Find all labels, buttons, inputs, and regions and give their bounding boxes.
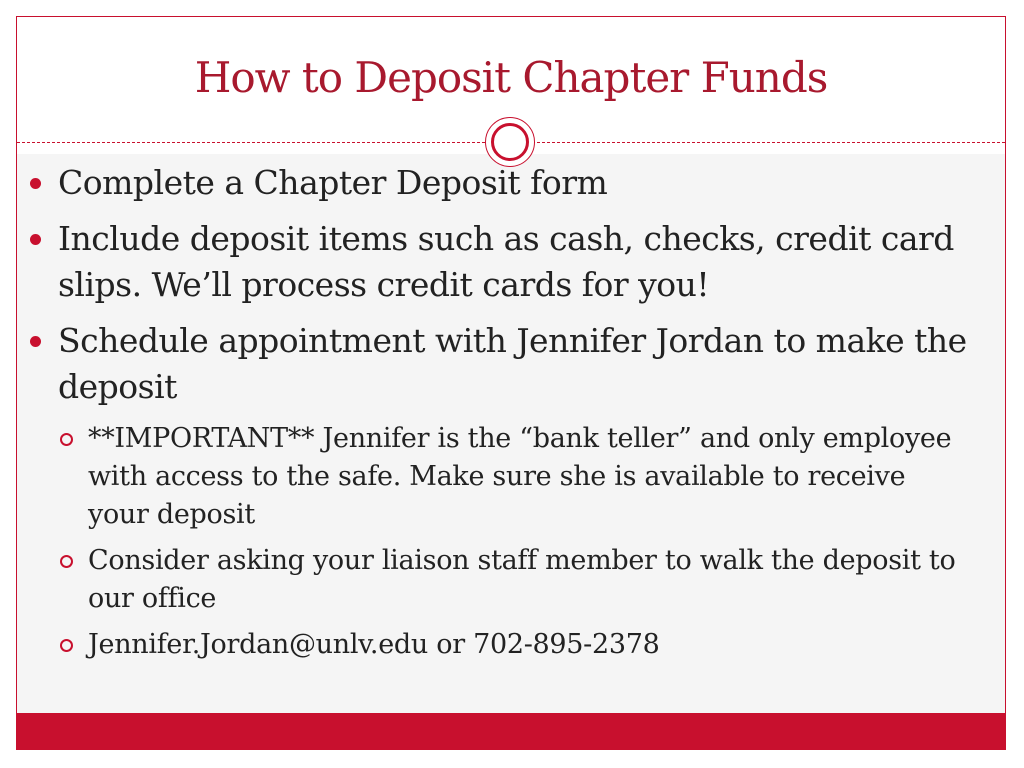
hollow-circle-bullet-icon — [60, 639, 73, 652]
filled-circle-bullet-icon — [30, 234, 41, 245]
sub-bullet-text: Consider asking your liaison staff member to walk the deposit to our office — [88, 545, 956, 614]
bullet-text: Schedule appointment with Jennifer Jordan to make the deposit — [58, 321, 967, 406]
sub-bullet-text: **IMPORTANT** Jennifer is the “bank teller” and only employee with access to the safe. Make sure she is available to receive your deposit — [88, 423, 952, 530]
sub-bullet-item — [58, 626, 973, 664]
filled-circle-bullet-icon — [30, 178, 41, 189]
bullet-text: Include deposit items such as cash, checks, credit card slips. We’ll process credit cards for you! — [58, 219, 954, 304]
bullet-item — [28, 318, 973, 410]
bullet-list — [28, 160, 973, 672]
bullet-text: Complete a Chapter Deposit form — [58, 163, 608, 202]
slide-title: How to Deposit Chapter Funds — [194, 53, 828, 102]
filled-circle-bullet-icon — [30, 336, 41, 347]
bullet-item — [28, 216, 973, 308]
bullet-item — [28, 160, 973, 206]
contact-info-text: Jennifer.Jordan@unlv.edu or 702-895-2378 — [88, 629, 660, 660]
sub-bullet-item — [58, 420, 973, 534]
hollow-circle-bullet-icon — [60, 555, 73, 568]
ornament-inner-ring — [491, 123, 529, 161]
footer-bar — [17, 713, 1005, 749]
sub-bullet-item — [58, 542, 973, 618]
hollow-circle-bullet-icon — [60, 433, 73, 446]
